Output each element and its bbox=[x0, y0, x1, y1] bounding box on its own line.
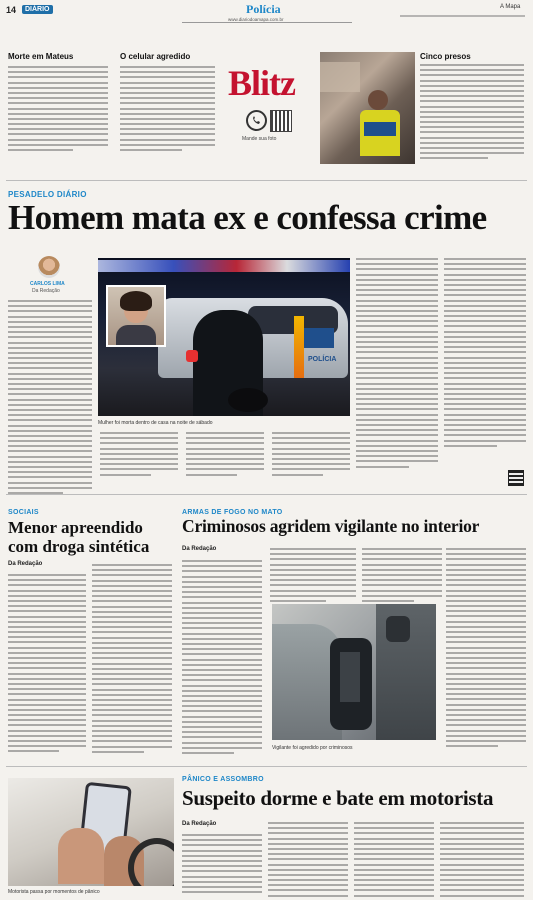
brief-text-2 bbox=[120, 66, 215, 154]
masthead-date-line bbox=[400, 15, 525, 17]
bottom-headline: Suspeito dorme e bate em motorista bbox=[182, 786, 494, 810]
center-text-col2 bbox=[270, 548, 356, 605]
center-photo bbox=[272, 604, 436, 740]
center-headline: Criminosos agridem vigilante no interior bbox=[182, 516, 480, 536]
author-avatar bbox=[38, 256, 60, 278]
section-subtitle: www.diariodoamapa.com.br bbox=[228, 17, 284, 22]
masthead-rule bbox=[182, 22, 352, 23]
brief-title-3: Cinco presos bbox=[420, 52, 471, 61]
brief-text-3 bbox=[420, 64, 524, 163]
left-headline-line1: Menor apreendido bbox=[8, 518, 143, 537]
divider-mid bbox=[6, 494, 527, 495]
author-role: Da Redação bbox=[32, 288, 60, 294]
center-byline: Da Redação bbox=[182, 546, 217, 552]
main-kicker: PESADELO DIÁRIO bbox=[8, 190, 87, 199]
page-number: 14 bbox=[6, 5, 17, 15]
main-text-col1 bbox=[8, 300, 92, 497]
main-text-col2 bbox=[100, 432, 178, 479]
center-text-col1 bbox=[182, 560, 262, 757]
section-title: Polícia bbox=[246, 2, 281, 16]
bottom-text-col3 bbox=[354, 822, 434, 900]
author-name: CARLOS LIMA bbox=[30, 281, 65, 287]
center-text-col3 bbox=[362, 548, 442, 605]
brief-title-1: Morte em Mateus bbox=[8, 52, 74, 61]
brief-text-1 bbox=[8, 66, 108, 154]
blitz-title: Blitz bbox=[228, 63, 295, 103]
main-text-col5 bbox=[356, 258, 438, 471]
bottom-kicker: PÂNICO E ASSOMBRO bbox=[182, 776, 264, 783]
main-photo-caption: Mulher foi morta dentro de casa na noite de sábado bbox=[98, 420, 213, 426]
whatsapp-icon[interactable] bbox=[246, 110, 267, 131]
blitz-note: Mande sua foto bbox=[242, 136, 277, 142]
victim-inset-photo bbox=[106, 285, 166, 347]
left-headline bbox=[8, 518, 178, 556]
paper-name: A Mapa bbox=[500, 4, 521, 10]
bottom-photo-caption: Motorista passa por momentos de pânico bbox=[8, 889, 100, 895]
left-headline-line2: com droga sintética bbox=[8, 537, 150, 556]
bottom-text-col4 bbox=[440, 822, 524, 900]
left-text-col1 bbox=[8, 574, 86, 756]
divider-bottom bbox=[6, 766, 527, 767]
center-kicker: ARMAS DE FOGO NO MATO bbox=[182, 509, 283, 516]
bottom-byline: Da Redação bbox=[182, 821, 217, 827]
paper-logo: DIÁRIO bbox=[22, 5, 53, 14]
center-text-col4 bbox=[446, 548, 526, 750]
bottom-photo bbox=[8, 778, 174, 886]
left-text-col2 bbox=[92, 564, 172, 756]
left-kicker: SOCIAIS bbox=[8, 509, 39, 516]
qr-code-icon[interactable] bbox=[270, 110, 292, 132]
blitz-box bbox=[222, 50, 314, 155]
main-photo: POLÍCIA bbox=[98, 258, 350, 416]
blitz-photo bbox=[320, 52, 415, 164]
main-text-col3 bbox=[186, 432, 264, 479]
brief-title-2: O celular agredido bbox=[120, 52, 191, 61]
bottom-text-col2 bbox=[268, 822, 348, 900]
main-text-col4 bbox=[272, 432, 350, 479]
left-byline: Da Redação bbox=[8, 561, 43, 567]
main-headline: Homem mata ex e confessa crime bbox=[8, 198, 487, 237]
bottom-text-col1 bbox=[182, 834, 262, 896]
qr-code-icon[interactable] bbox=[508, 470, 524, 486]
main-text-col6 bbox=[444, 258, 526, 450]
center-photo-caption: Vigilante foi agredido por criminosos bbox=[272, 745, 353, 751]
divider-top bbox=[6, 180, 527, 181]
